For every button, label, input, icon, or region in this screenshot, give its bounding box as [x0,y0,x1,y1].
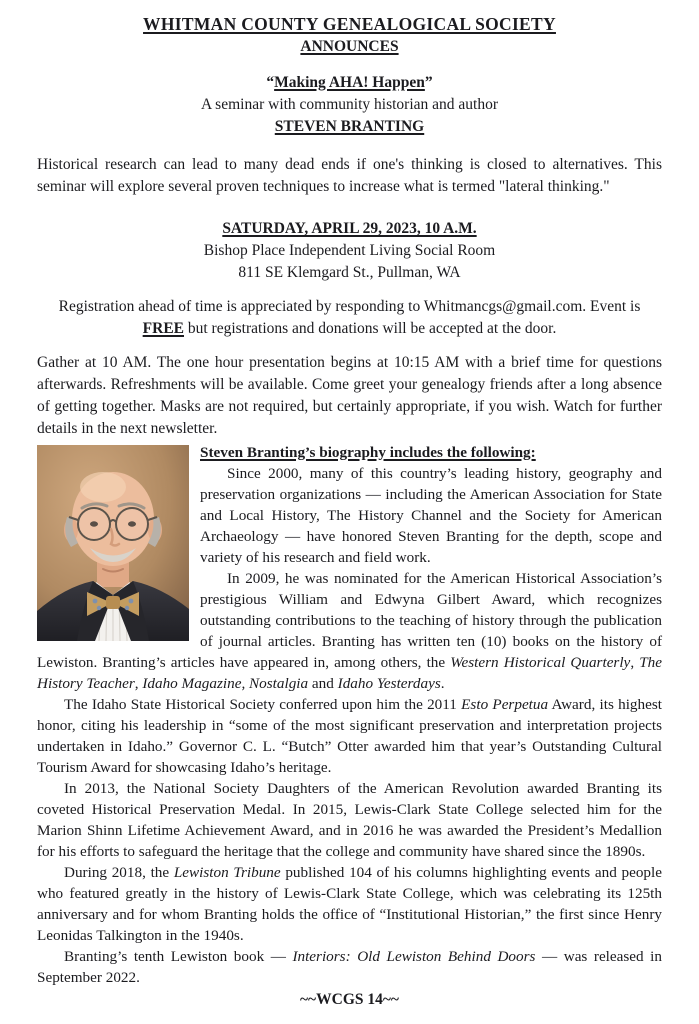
text-run: Idaho Yesterdays [337,675,441,692]
text-run: During 2018, the [64,864,174,881]
text-run: Branting’s tenth Lewiston book — [64,948,293,965]
seminar-title [37,72,662,94]
text-run: “ [266,74,275,91]
text-run: Since 2000, many of this country’s leading history, geography and preservation organizations — including the American Association for State and Local History, The History Channel and the Society for American Archaeology — have honored Steven Branting for the depth, scope and variety of his research and field work. [200,465,662,566]
intro-paragraph: Historical research can lead to many dead ends if one's thinking is closed to alternatives. This seminar will explore several proven techniques to increase what is termed "lateral thinking." [37,156,662,195]
text-run: , [630,654,640,671]
text-run: Esto Perpetua [461,696,549,713]
announces-heading: ANNOUNCES [300,38,399,55]
text-run: The Idaho State Historical Society conferred upon him the 2011 [64,696,462,713]
text-run: Western Historical Quarterly [450,654,631,671]
page-number-label: ~~WCGS 14~~ [300,991,399,1008]
text-run: published 104 of his columns highlighting events and people who featured greatly in the history of Lewis-Clark State College, which was celebrating its 125th anniversary and for whom Branting holds the office of “Institutional Historian,” the first since Henry Leonidas Talkington in the 1940s. [37,864,662,944]
text-run: and [308,675,338,692]
gather-paragraph: Gather at 10 AM. The one hour presentation begins at 10:15 AM with a brief time for questions afterwards. Refreshments will be available. Come greet your genealogy friends after a long absence of getting together. Masks are not required, but certainly appropriate, if you wish. Watch for further details in the next newsletter. [37,354,662,437]
text-run: , [134,675,143,692]
text-run: In 2009, he was nominated for the American Historical Association’s prestigious William and Edwyna Gilbert Award, which recognizes outstanding contributions to the teaching of history through the publication of journal articles. Branting has written ten (10) books on the history of Lewiston. Branting’s articles have appeared in, among others, the [37,570,662,671]
steven-branting-portrait-photo [37,445,189,641]
text-run: Award, its highest honor, citing his leadership in “some of the most significant preservation and interpretation projects undertaken in Idaho.” Governor C. L. “Butch” Otter awarded him that year’s Outstanding Cultural Tourism Award for showcasing Idaho’s heritage. [37,696,662,776]
text-run: In 2013, the National Society Daughters of the American Revolution awarded Branting its coveted Historical Preservation Medal. In 2015, Lewis-Clark State College selected him for the Marion Shinn Lifetime Achievement Award, and in 2016 he was awarded the President’s Medallion for his efforts to safeguard the heritage that the college and community have shared since the 1890s. [37,780,662,860]
event-details [37,218,662,284]
text-run: The History Teacher [37,654,662,692]
event-address: 811 SE Klemgard St., Pullman, WA [238,264,461,281]
biography-section [37,442,662,988]
text-run: — was released in September 2022. [37,948,662,986]
text-run: Making AHA! Happen [274,74,425,91]
text-run: Idaho Magazine, Nostalgia [142,675,309,692]
event-datetime: SATURDAY, APRIL 29, 2023, 10 A.M. [222,220,477,237]
biography-paragraph-5 [37,862,662,946]
seminar-subtitle: A seminar with community historian and author [200,96,499,113]
event-venue: Bishop Place Independent Living Social Room [203,242,496,259]
text-run: but registrations and donations will be accepted at the door. [184,320,557,337]
text-run: . [440,675,445,692]
text-run: FREE [142,320,184,337]
biography-paragraph-3 [37,694,662,778]
speaker-name: STEVEN BRANTING [274,118,425,135]
text-run: Interiors: Old Lewiston Behind Doors [292,948,536,965]
text-run: Lewiston Tribune [173,864,281,881]
text-run: Registration ahead of time is appreciated by responding to Whitmancgs@gmail.com. Event is [58,298,641,315]
biography-heading: Steven Branting’s biography includes the following: [200,444,536,461]
biography-paragraph-4 [37,778,662,862]
text-run: ” [424,74,433,91]
registration-paragraph [37,296,662,340]
society-title: WHITMAN COUNTY GENEALOGICAL SOCIETY [143,14,556,34]
biography-paragraph-6 [37,946,662,988]
